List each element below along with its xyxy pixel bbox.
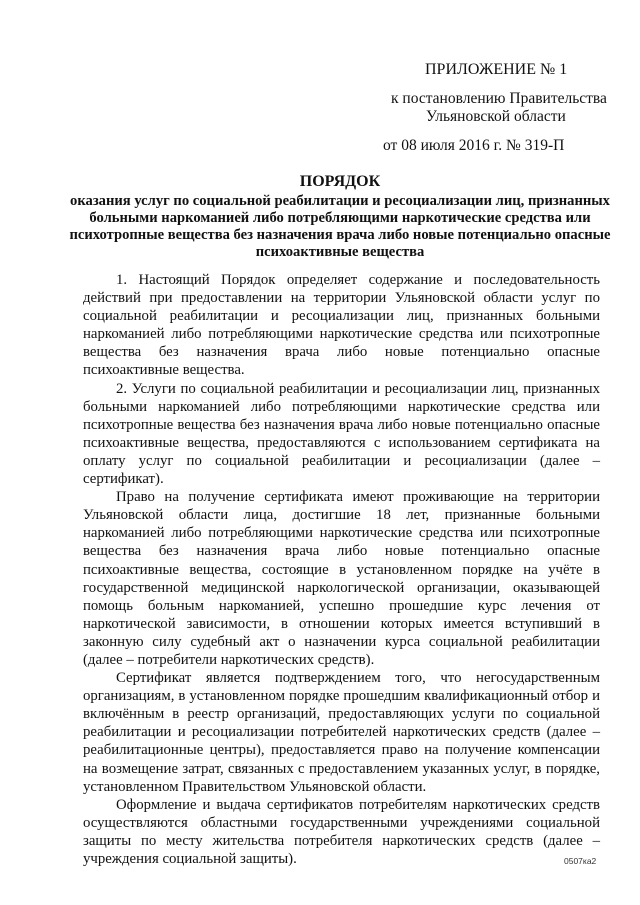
- paragraph-2: 2. Услуги по социальной реабилитации и ресоциализации лиц, признанных больными наркоманией либо потребляющими наркотические средства или психотропные вещества без назначения врача либо новые потенциально опасные психоактивные вещества, предоставляются с использованием сертификата на оплату услуг по социальной реабилитации и ресоциализации (далее – сертификат).: [83, 380, 600, 488]
- decree-date: от 08 июля 2016 г. № 319-П: [383, 137, 565, 154]
- decree-reference-line1: к постановлению Правительства: [391, 90, 607, 107]
- document-title: ПОРЯДОК: [299, 173, 381, 190]
- appendix-heading: ПРИЛОЖЕНИЕ № 1: [425, 61, 568, 78]
- decree-reference-line2: Ульяновской области: [426, 108, 566, 125]
- document-body: [83, 271, 600, 868]
- document-stamp: 0507ка2: [564, 856, 597, 866]
- paragraph-5: Оформление и выдача сертификатов потребителям наркотических средств осуществляются областными государственными учреждениями социальной защиты по месту жительства потребителя наркотических средств (далее – учреждения социальной защиты).: [83, 796, 600, 867]
- paragraph-3: Право на получение сертификата имеют проживающие на территории Ульяновской области лица, достигшие 18 лет, признанные больными наркоманией либо потребляющими наркотические средства или психотропные вещества без назначения врача либо новые потенциально опасные психоактивные вещества, состоящие в установленном порядке на учёте в государственной медицинской наркологической организации, оказывающей помощь больным наркоманией, успешно прошедшие курс лечения от наркотической зависимости, в отношении которых имеется вступивший в законную силу судебный акт о назначении курса социальной реабилитации (далее – потребители наркотических средств).: [83, 489, 600, 668]
- paragraph-4: Сертификат является подтверждением того, что негосударственным организациям, в установленном порядке прошедшим квалификационный отбор и включённым в реестр организаций, предоставляющих услуги по социальной реабилитации и ресоциализации потребителей наркотических средств (далее – реабилитационные центры), предоставляется право на получение компенсации на возмещение затрат, связанных с предоставлением указанных услуг, в порядке, установленном Правительством Ульяновской области.: [83, 670, 600, 795]
- paragraph-1: 1. Настоящий Порядок определяет содержание и последовательность действий при предоставлении на территории Ульяновской области услуг по социальной реабилитации и ресоциализации лиц, признанных больными наркоманией либо потребляющими наркотические средства или психотропные вещества без назначения врача либо новые потенциально опасные психоактивные вещества.: [83, 272, 600, 379]
- document-subtitle: оказания услуг по социальной реабилитации и ресоциализации лиц, признанных больными наркоманией либо потребляющими наркотические средства или психотропные вещества без назначения врача либо новые потенциально опасные психоактивные вещества: [69, 193, 611, 260]
